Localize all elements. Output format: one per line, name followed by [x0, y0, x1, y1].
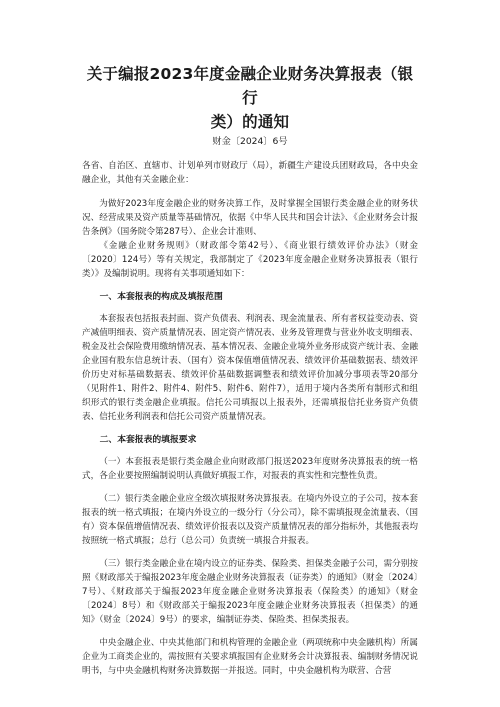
section-heading-2: 二、本套报表的填报要求: [99, 435, 197, 445]
addressee: 各省、自治区、直辖市、计划单列市财政厅（局），新疆生产建设兵团财政局，各中央金融企业，其他有关金融企业：: [82, 161, 418, 185]
section-2-paragraph: （二）银行类金融企业应全级次填报财务决算报表。在境内外设立的子公司，按本套报表的统一格式填报；在境内外设立的一级分行（分公司），除不需填报现金流量表、（国有）资本保值增值情况表、绩效评价报表以及资产质量情况表的部分指标外，其他报表均按照统一格式填报；总行（总公司）负责统一填报合并报表。: [82, 494, 418, 546]
intro-paragraph: 为做好2023年度金融企业的财务决算工作，及时掌握全国银行类金融企业的财务状况、经营成果及资产质量等基础情况，依据《中华人民共和国会计法》、《企业财务会计报告条例》（国务院令第287号）、企业会计准则、: [82, 199, 418, 237]
document-number: 财金〔2024〕6号: [212, 136, 288, 147]
title-line-1: 关于编报2023年度金融企业财务决算报表（银行: [86, 65, 414, 107]
title-line-2: 类）的通知: [210, 113, 290, 131]
section-1-paragraph: 本套报表包括报表封面、资产负债表、利润表、现金流量表、所有者权益变动表、资产减值明细表、资产质量情况表、固定资产情况表、业务及管理费与营业外收支明细表、税金及社会保险费用缴纳情况表、基本情况表、金融企业境外业务形成资产统计表、金融企业国有股东信息统计表、（国有）资本保值增值情况表、绩效评价基础数据表、绩效评价历史对标基础数据表、绩效评价基础数据调整表和绩效评价加减分事项表等20部分（见附件1、附件2、附件4、附件5、附件6、附件7），适用于境内各类所有制形式和组织形式的银行类金融企业填报。信托公司填报以上报表外，还需填报信托业务资产负债表、信托业务利润表和信托公司资产质量情况表。: [82, 314, 418, 422]
section-2-paragraph: 中央金融企业、中央其他部门和机构管理的金融企业（两项统称中央金融机构）所属企业为工商类企业的，需按照有关要求填报国有企业财务会计决算报表、编制财务情况说明书，与中央金融机构财务决算数据一并报送。同时，中央金融机构为联营、合营: [82, 638, 418, 676]
document-title: [82, 62, 418, 134]
section-heading-1: 一、本套报表的构成及填报范围: [99, 292, 223, 302]
section-2-paragraph: （三）银行类金融企业在境内设立的证券类、保险类、担保类金融子公司，需分别按照《财政部关于编报2023年度金融企业财务决算报表（证券类）的通知》（财金〔2024〕7号）、《财政部关于编报2023年度金融企业财务决算报表（保险类）的通知》（财金〔2024〕8号）和《财政部关于编报2023年度金融企业财务决算报表（担保类）的通知》（财金〔2024〕9号）的要求，编制证券类、保险类、担保类报表。: [82, 559, 418, 625]
section-2-paragraph: （一）本套报表是银行类金融企业向财政部门报送2023年度财务决算报表的统一格式，各企业要按照编制说明认真做好填报工作，对报表的真实性和完整性负责。: [82, 457, 418, 481]
intro-paragraph: 《金融企业财务规则》（财政部令第42号）、《商业银行绩效评价办法》（财金〔2020〕124号）等有关规定，我部制定了《2023年度金融企业财务决算报表（银行类）》及编制说明。现将有关事项通知如下：: [82, 241, 418, 279]
